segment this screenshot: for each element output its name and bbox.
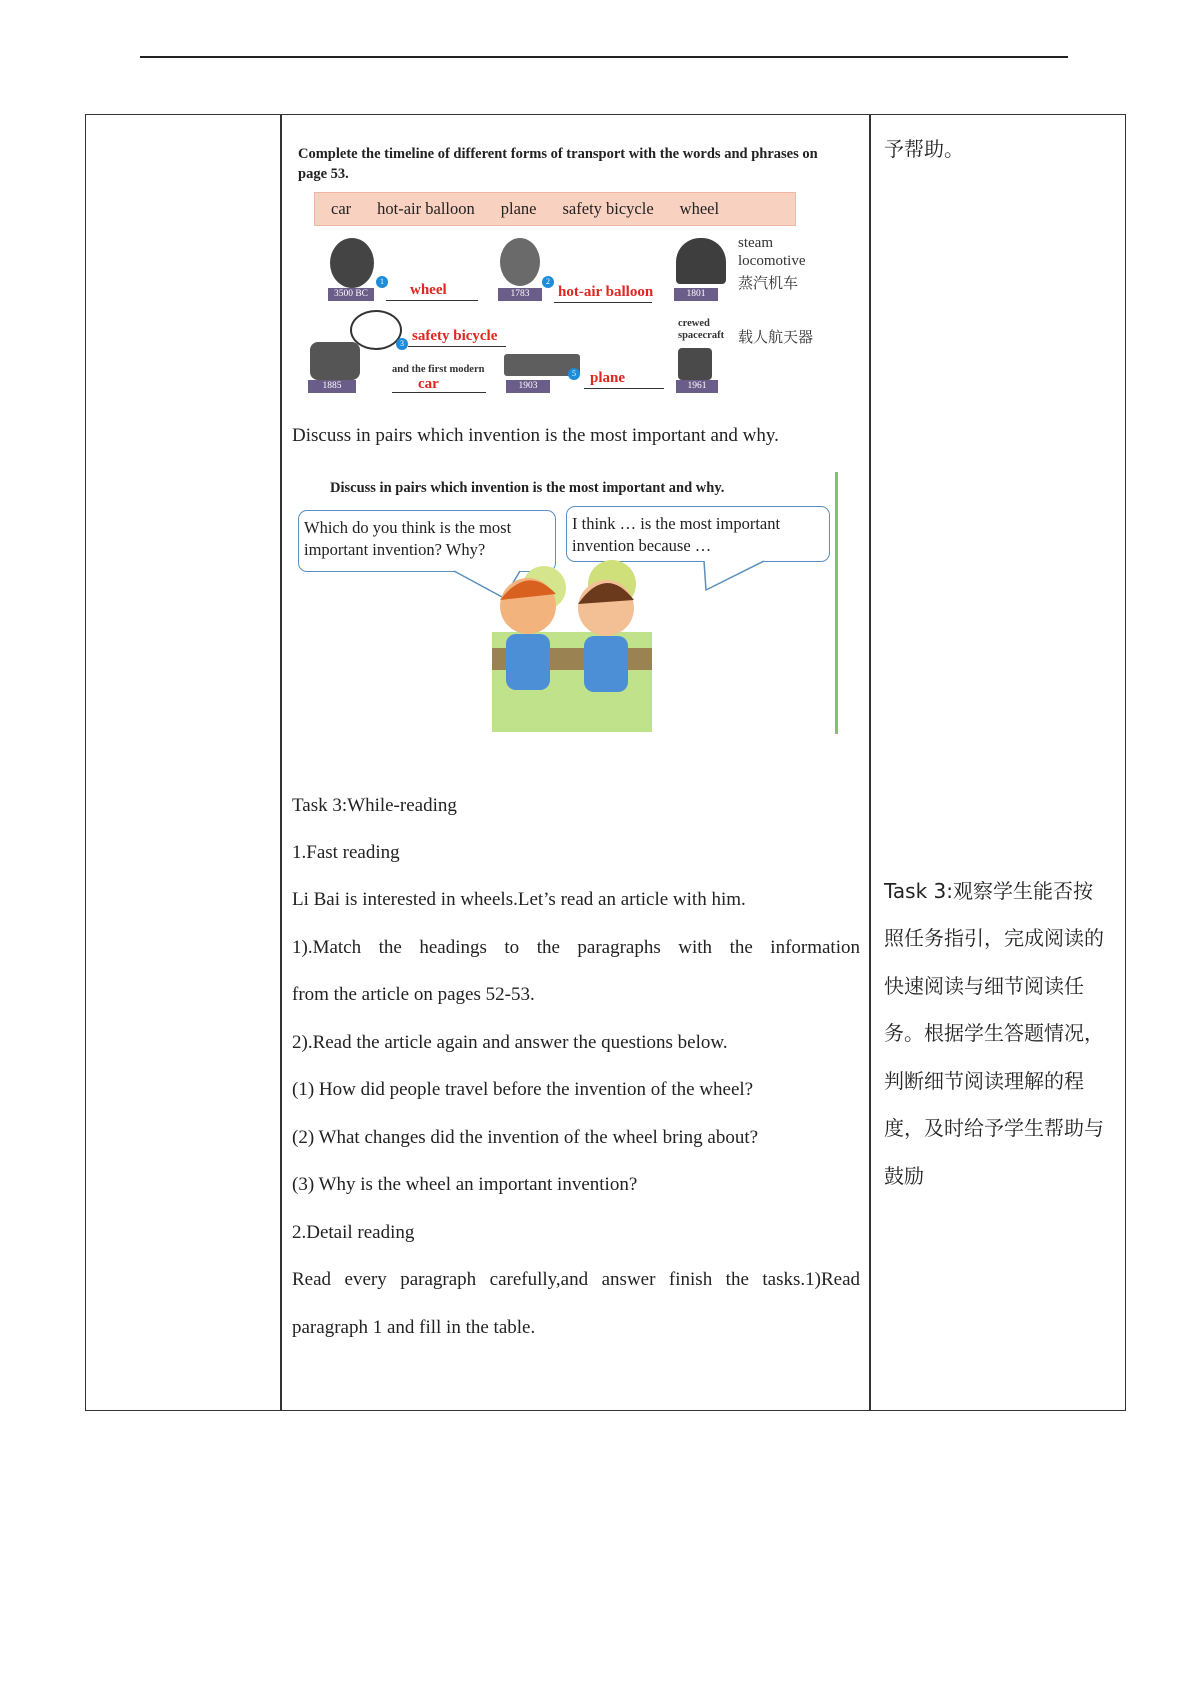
timeline-instruction: Complete the timeline of different forms of transport with the words and phrases on page 53. xyxy=(298,146,818,182)
balloon-photo xyxy=(500,238,540,286)
answer-line xyxy=(584,388,664,389)
illustration xyxy=(294,472,838,734)
question-line: (2) What changes did the invention of the wheel bring about? xyxy=(292,1127,759,1148)
steam-locomotive-zh: 蒸汽机车 xyxy=(738,274,799,292)
answer-line xyxy=(554,302,652,303)
header-rule xyxy=(140,56,1068,58)
locomotive-photo xyxy=(676,238,726,284)
discuss-figure xyxy=(294,472,838,734)
answer-text: wheel xyxy=(410,282,447,298)
answer-line xyxy=(386,300,478,301)
note-line: Task 3:观察学生能否按 xyxy=(884,879,1093,903)
year-label: 1801 xyxy=(674,288,718,301)
spacecraft-photo xyxy=(678,348,712,380)
note-top: 予帮助。 xyxy=(884,137,964,161)
column-divider-2 xyxy=(869,115,871,1410)
task3-heading: Task 3:While-reading xyxy=(292,795,457,816)
note-line: 度，及时给予学生帮助与 xyxy=(884,1116,1104,1140)
bubble-tail-right xyxy=(704,561,764,590)
answer-line xyxy=(408,346,506,347)
body-line: paragraph 1 and fill in the table. xyxy=(292,1317,536,1338)
note-line: 照任务指引，完成阅读的 xyxy=(884,926,1104,950)
year-label: 1903 xyxy=(506,380,550,393)
boy-left-body xyxy=(506,634,550,690)
note-line: 务。根据学生答题情况， xyxy=(884,1021,1104,1045)
word-bank xyxy=(314,192,796,226)
crewed-spacecraft-zh: 载人航天器 xyxy=(738,328,814,346)
answer-text: car xyxy=(418,376,439,392)
number-badge: 2 xyxy=(542,276,554,288)
timeline-figure xyxy=(292,128,836,404)
discuss-title: Discuss in pairs which invention is the most important and why. xyxy=(330,480,725,496)
word-bank-item: safety bicycle xyxy=(562,199,654,218)
body-line: 2).Read the article again and answer the questions below. xyxy=(292,1032,728,1053)
number-badge: 5 xyxy=(568,368,580,380)
detail-reading-heading: 2.Detail reading xyxy=(292,1222,415,1243)
word-bank-item: hot-air balloon xyxy=(377,199,475,218)
discuss-instruction: Discuss in pairs which invention is the most important and why. xyxy=(292,425,779,446)
car-photo xyxy=(310,342,360,380)
note-line: 判断细节阅读理解的程 xyxy=(884,1069,1084,1093)
column-divider-1 xyxy=(280,115,282,1410)
steam-locomotive-label: steam locomotive xyxy=(738,235,806,269)
number-badge: 3 xyxy=(396,338,408,350)
crewed-spacecraft-label: crewed spacecraft xyxy=(678,318,725,341)
year-label: 1885 xyxy=(308,380,356,393)
first-modern-text: and the first modern xyxy=(392,364,485,375)
question-line: (1) How did people travel before the invention of the wheel? xyxy=(292,1079,754,1100)
year-label: 1783 xyxy=(498,288,542,301)
number-badge: 1 xyxy=(376,276,388,288)
fast-reading-heading: 1.Fast reading xyxy=(292,842,400,863)
answer-text: safety bicycle xyxy=(412,328,498,344)
word-bank-item: car xyxy=(331,199,352,218)
answer-text: hot-air balloon xyxy=(558,284,654,300)
body-line: Li Bai is interested in wheels.Let’s read an article with him. xyxy=(292,889,746,910)
note-line: 鼓励 xyxy=(884,1164,924,1188)
year-label: 3500 BC xyxy=(328,288,374,301)
body-line: Read every paragraph carefully,and answer finish the tasks.1)Read xyxy=(292,1269,860,1290)
answer-text: plane xyxy=(590,370,626,386)
wheel-photo xyxy=(330,238,374,288)
year-label: 1961 xyxy=(676,380,718,393)
body-line: from the article on pages 52-53. xyxy=(292,984,535,1005)
boy-right-body xyxy=(584,636,628,692)
speech-bubble-left: Which do you think is the most important invention? Why? xyxy=(298,510,556,572)
word-bank-item: plane xyxy=(500,199,537,218)
speech-bubble-right: I think … is the most important invention because … xyxy=(566,506,830,562)
question-line: (3) Why is the wheel an important invention? xyxy=(292,1174,638,1195)
note-line: 快速阅读与细节阅读任 xyxy=(884,974,1084,998)
answer-line xyxy=(392,392,486,393)
body-line: 1).Match the headings to the paragraphs with the information xyxy=(292,937,860,958)
word-bank-item: wheel xyxy=(679,199,720,218)
